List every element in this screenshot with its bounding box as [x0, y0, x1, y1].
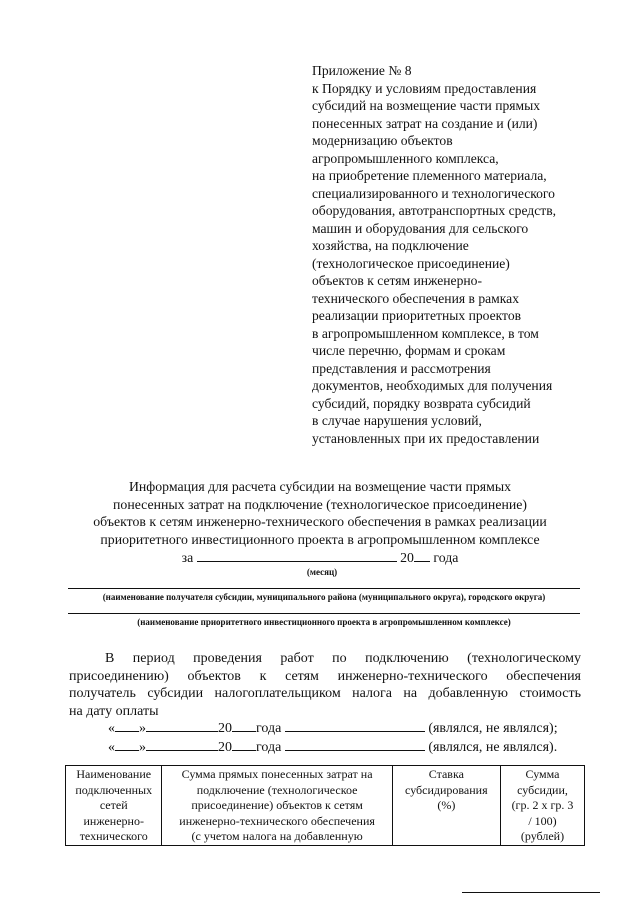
appendix-line: в случае нарушения условий, — [312, 413, 482, 428]
appendix-header — [312, 62, 612, 447]
header-cell-subsidy-amount: Сумма субсидии, (гр. 2 х гр. 3 / 100) (рублей) — [500, 766, 584, 846]
appendix-line: объектов к сетям инженерно- — [312, 273, 482, 288]
appendix-line: агропромышленного комплекса, — [312, 150, 499, 166]
title-line: приоритетного инвестиционного проекта в агропромышленном комплексе — [100, 531, 540, 547]
header-cell-costs: Сумма прямых понесенных затрат на подключение (технологическое присоединение) объектов к сетям инженерно-технического обеспечения (с учетом налога на добавленную — [162, 766, 392, 846]
appendix-line: в агропромышленном комплексе, в том — [312, 325, 539, 341]
recipient-line[interactable] — [68, 588, 580, 589]
status-field[interactable] — [285, 737, 425, 751]
reporting-period — [40, 548, 600, 567]
appendix-line: реализации приоритетных проектов — [312, 308, 522, 323]
appendix-line: субсидий, порядку возврата субсидий — [312, 395, 531, 411]
status-field[interactable] — [285, 718, 425, 732]
paragraph-line: присоединению) объектов к сетям инженерно-технического обеспечения — [69, 668, 581, 684]
appendix-line: понесенных затрат на создание и (или) — [312, 115, 538, 131]
title-line: Информация для расчета субсидии на возмещение части прямых — [128, 479, 512, 494]
recipient-caption: (наименование получателя субсидии, муниципального района (муниципального округа), городского округа) — [102, 592, 546, 602]
header-cell-rate: Ставка субсидирования (%) — [392, 766, 500, 846]
status-hint: (являлся, не являлся). — [428, 740, 558, 755]
period-prefix: за — [181, 550, 194, 565]
appendix-line: к Порядку и условиям предоставления — [312, 80, 537, 96]
year-prefix: 20 — [218, 740, 232, 755]
day-field[interactable] — [115, 737, 139, 751]
subsidy-table — [65, 765, 585, 846]
close-quote: » — [139, 721, 146, 736]
table-header-row — [66, 766, 585, 846]
day-field[interactable] — [115, 718, 139, 732]
open-quote: « — [108, 740, 115, 755]
appendix-line: документов, необходимых для получения — [312, 378, 553, 393]
project-line[interactable] — [68, 613, 580, 614]
month-field[interactable] — [146, 718, 218, 732]
month-caption: (месяц) — [306, 567, 338, 577]
title-line: объектов к сетям инженерно-технического обеспечения в рамках реализации — [93, 514, 547, 529]
appendix-line: числе перечню, формам и срокам — [312, 343, 506, 358]
document-title — [40, 478, 600, 565]
period-suffix: года — [433, 550, 459, 565]
year-word: года — [256, 721, 282, 736]
year-word: года — [256, 740, 282, 755]
year-field[interactable] — [232, 718, 256, 732]
header-cell-network-name: Наименование подключенных сетей инженерно- технического — [66, 766, 162, 846]
year-field[interactable] — [232, 737, 256, 751]
appendix-line: (технологическое присоединение) — [312, 255, 510, 271]
year-prefix: 20 — [218, 721, 232, 736]
paragraph-line: В период проведения работ по подключению (технологическому — [105, 651, 581, 666]
appendix-line: установленных при их предоставлении — [312, 430, 540, 446]
status-hint: (являлся, не являлся); — [428, 721, 558, 736]
appendix-line: модернизацию объектов — [312, 133, 453, 148]
paragraph-line: получатель субсидии налогоплательщиком налога на добавленную стоимость — [69, 686, 581, 701]
close-quote: » — [139, 740, 146, 755]
appendix-line: машин и оборудования для сельского — [312, 220, 529, 236]
appendix-line: субсидий на возмещение части прямых — [312, 98, 541, 113]
paragraph-line: на дату оплаты — [69, 703, 159, 719]
year-field[interactable] — [414, 548, 430, 562]
date-row — [108, 718, 558, 737]
title-line: понесенных затрат на подключение (технологическое присоединение) — [113, 496, 527, 512]
appendix-line: оборудования, автотранспортных средств, — [312, 203, 557, 218]
appendix-line: специализированного и технологического — [312, 185, 555, 201]
signature-line — [462, 892, 600, 893]
vat-paragraph — [69, 650, 581, 720]
appendix-line: Приложение № 8 — [312, 63, 412, 78]
appendix-line: хозяйства, на подключение — [312, 238, 469, 253]
month-field[interactable] — [197, 548, 397, 562]
appendix-line: представления и рассмотрения — [312, 360, 491, 376]
date-row — [108, 737, 557, 756]
open-quote: « — [108, 721, 115, 736]
appendix-line: на приобретение племенного материала, — [312, 168, 547, 183]
project-caption: (наименование приоритетного инвестиционного проекта в агропромышленном комплексе) — [137, 617, 511, 627]
month-field[interactable] — [146, 737, 218, 751]
appendix-line: технического обеспечения в рамках — [312, 290, 519, 306]
period-year-prefix: 20 — [400, 550, 414, 565]
